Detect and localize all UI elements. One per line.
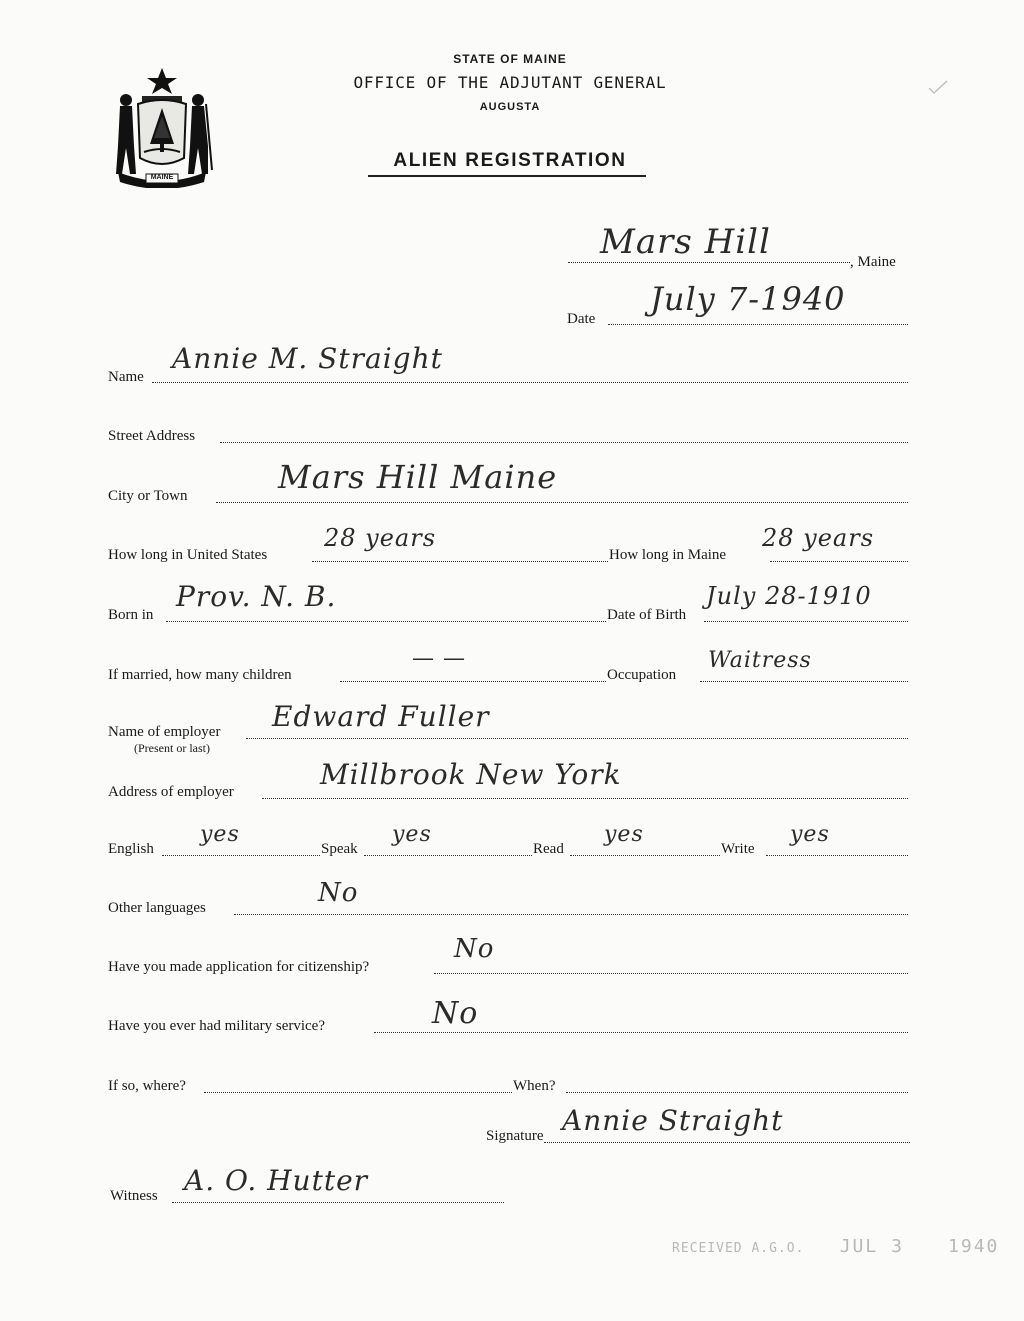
- name-label: Name: [108, 369, 144, 385]
- employer-line: [246, 738, 908, 739]
- military-value: No: [432, 996, 479, 1031]
- speak-line: [364, 855, 532, 856]
- occupation-line: [700, 681, 908, 682]
- dob-label: Date of Birth: [607, 607, 687, 623]
- date-label: Date: [567, 311, 596, 327]
- maine-value: 28 years: [762, 524, 875, 552]
- seal-banner-text: MAINE: [150, 174, 174, 181]
- town-value: Mars Hill: [600, 222, 771, 262]
- emp-addr-line: [262, 798, 908, 799]
- title-underline: [368, 175, 646, 177]
- english-line: [162, 855, 320, 856]
- city-line: [216, 502, 908, 503]
- employer-sublabel: (Present or last): [134, 741, 210, 755]
- where-label: If so, where?: [108, 1078, 186, 1094]
- maine-line: [770, 561, 908, 562]
- other-lang-label: Other languages: [108, 900, 206, 916]
- us-value: 28 years: [324, 524, 437, 552]
- write-value: yes: [790, 822, 830, 847]
- stamp-year: 1940: [948, 1236, 1000, 1257]
- other-lang-value: No: [318, 878, 359, 908]
- witness-line: [172, 1202, 504, 1203]
- speak-label: Speak: [321, 841, 358, 857]
- read-label: Read: [533, 841, 564, 857]
- born-value: Prov. N. B.: [176, 580, 337, 613]
- employer-value: Edward Fuller: [272, 700, 490, 733]
- dob-value: July 28-1910: [706, 582, 872, 610]
- stamp-month-day: JUL 3: [839, 1236, 904, 1257]
- write-line: [766, 855, 908, 856]
- when-line: [566, 1092, 908, 1093]
- us-line: [312, 561, 608, 562]
- write-label: Write: [721, 841, 755, 857]
- check-mark-icon: [928, 80, 948, 94]
- read-value: yes: [604, 822, 644, 847]
- name-value: Annie M. Straight: [172, 342, 443, 375]
- name-line: [152, 382, 908, 383]
- emp-addr-value: Millbrook New York: [320, 758, 622, 791]
- stamp-received: RECEIVED A.G.O.: [672, 1241, 805, 1256]
- born-line: [166, 621, 606, 622]
- employer-label: Name of employer: [108, 724, 221, 740]
- children-line: [340, 681, 606, 682]
- dob-line: [704, 621, 908, 622]
- witness-label: Witness: [110, 1188, 158, 1204]
- signature-label: Signature: [486, 1128, 544, 1144]
- read-line: [570, 855, 720, 856]
- children-value: — —: [412, 646, 466, 671]
- when-label: When?: [513, 1078, 556, 1094]
- other-lang-line: [234, 914, 908, 915]
- citizenship-value: No: [454, 934, 495, 964]
- emp-addr-label: Address of employer: [108, 784, 234, 800]
- town-line: [568, 262, 850, 263]
- date-line: [608, 324, 908, 325]
- town-suffix: , Maine: [850, 254, 896, 270]
- date-value: July 7-1940: [650, 280, 846, 318]
- citizenship-label: Have you made application for citizenship?: [108, 959, 370, 975]
- citizenship-line: [434, 973, 908, 974]
- english-label: English: [108, 841, 154, 857]
- maine-label: How long in Maine: [609, 547, 727, 563]
- signature-value: Annie Straight: [562, 1104, 784, 1137]
- witness-value: A. O. Hutter: [184, 1164, 369, 1197]
- military-line: [374, 1032, 908, 1033]
- us-label: How long in United States: [108, 547, 268, 563]
- street-label: Street Address: [108, 428, 196, 444]
- english-value: yes: [200, 822, 240, 847]
- military-label: Have you ever had military service?: [108, 1018, 325, 1034]
- header-state: STATE OF MAINE: [453, 52, 567, 66]
- header-city: AUGUSTA: [479, 101, 541, 113]
- city-value: Mars Hill Maine: [278, 458, 558, 496]
- street-line: [220, 442, 908, 443]
- occupation-value: Waitress: [708, 648, 812, 673]
- signature-line: [544, 1142, 910, 1143]
- speak-value: yes: [392, 822, 432, 847]
- children-label: If married, how many children: [108, 667, 292, 683]
- header-office: OFFICE OF THE ADJUTANT GENERAL: [353, 73, 667, 92]
- city-label: City or Town: [108, 488, 188, 504]
- received-stamp: [672, 1236, 999, 1257]
- born-label: Born in: [108, 607, 154, 623]
- where-line: [204, 1092, 512, 1093]
- form-title: ALIEN REGISTRATION: [393, 150, 627, 171]
- occupation-label: Occupation: [607, 667, 677, 683]
- maine-state-seal-icon: [108, 66, 216, 188]
